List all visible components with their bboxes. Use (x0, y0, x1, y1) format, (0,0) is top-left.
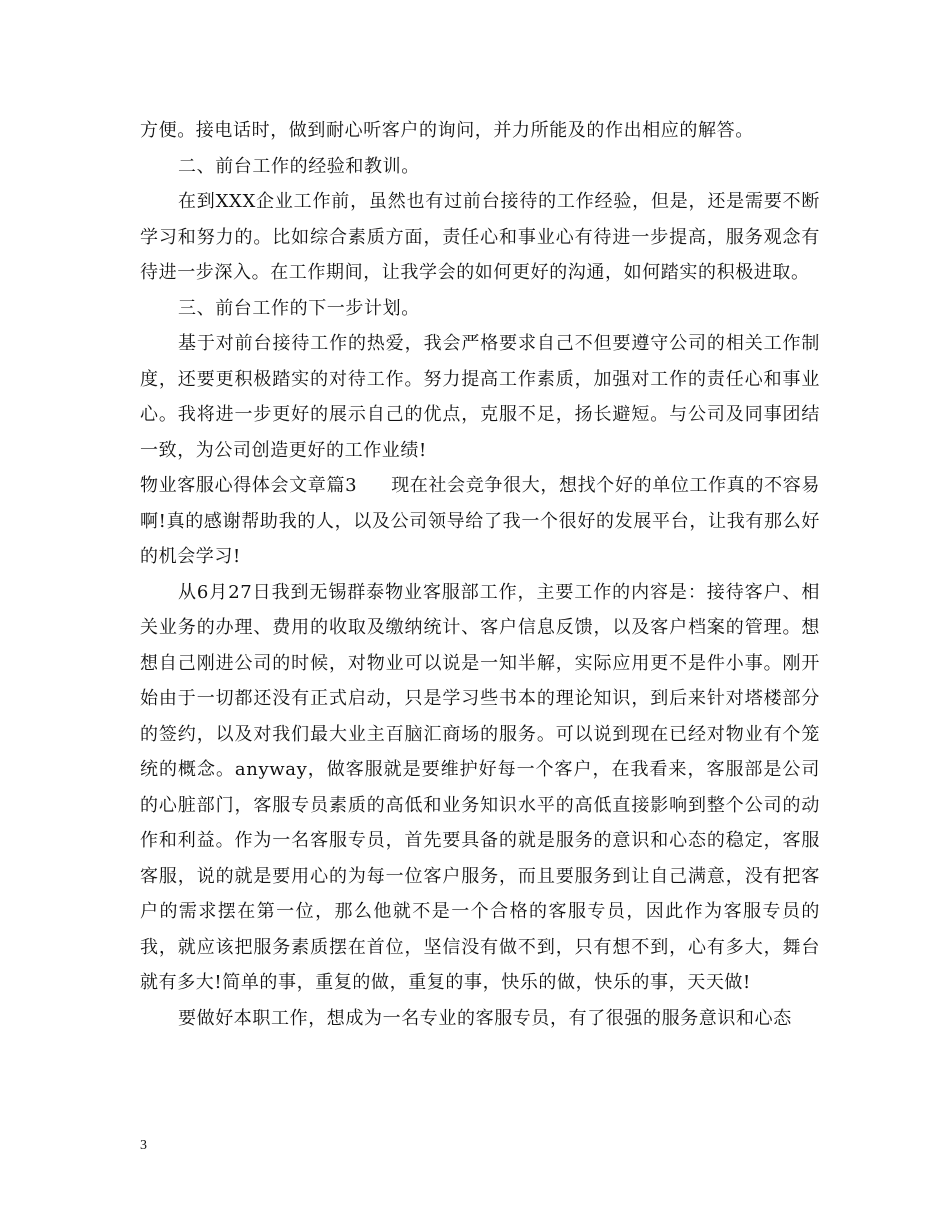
paragraph-work-content: 从6月27日我到无锡群泰物业客服部工作，主要工作的内容是：接待客户、相关业务的办理、费用的收取及缴纳统计、客户信息反馈，以及客户档案的管理。想想自己刚进公司的时候，对物业可以说是一知半解，实际应用更不是件小事。刚开始由于一切都还没有正式启动，只是学习些书本的理论知识，到后来针对塔楼部分的签约，以及对我们最大业主百脑汇商场的服务。可以说到现在已经对物业有个笼统的概念。anyway，做客服就是要维护好每一个客户，在我看来，客服部是公司的心脏部门，客服专员素质的高低和业务知识水平的高低直接影响到整个公司的动作和利益。作为一名客服专员，首先要具备的就是服务的意识和心态的稳定，客服客服，说的就是要用心的为每一位客户服务，而且要服务到让自己满意，没有把客户的需求摆在第一位，那么他就不是一个合格的客服专员，因此作为客服专员的我，就应该把服务素质摆在首位，坚信没有做不到，只有想不到，心有多大，舞台就有多大!简单的事，重复的做，重复的事，快乐的做，快乐的事，天天做! (140, 581, 820, 993)
page-number: 3 (140, 1138, 147, 1153)
paragraph-closing: 要做好本职工作，想成为一名专业的客服专员，有了很强的服务意识和心态 (178, 1007, 792, 1029)
article-intro (140, 468, 820, 575)
article-title: 物业客服心得体会文章篇3 (140, 475, 358, 496)
section-heading-three: 三、前台工作的下一步计划。 (178, 297, 420, 319)
article-intro-text: 现在社会竞争很大，想找个好的单位工作真的不容易啊!真的感谢帮助我的人，以及公司领导给了我一个很好的发展平台，让我有那么好的机会学习! (140, 475, 820, 567)
document-body (140, 113, 820, 1036)
paragraph-experience: 在到XXX企业工作前，虽然也有过前台接待的工作经验，但是，还是需要不断学习和努力的。比如综合素质方面，责任心和事业心有待进一步提高，服务观念有待进一步深入。在工作期间，让我学会的如何更好的沟通，如何踏实的积极进取。 (140, 191, 820, 283)
section-heading-two: 二、前台工作的经验和教训。 (178, 155, 420, 177)
paragraph-plan: 基于对前台接待工作的热爱，我会严格要求自己不但要遵守公司的相关工作制度，还要更积极踏实的对待工作。努力提高工作素质，加强对工作的责任心和事业心。我将进一步更好的展示自己的优点，克服不足，扬长避短。与公司及同事团结一致，为公司创造更好的工作业绩! (140, 333, 820, 461)
paragraph-continuation: 方便。接电话时，做到耐心听客户的询问，并力所能及的作出相应的解答。 (140, 120, 754, 141)
